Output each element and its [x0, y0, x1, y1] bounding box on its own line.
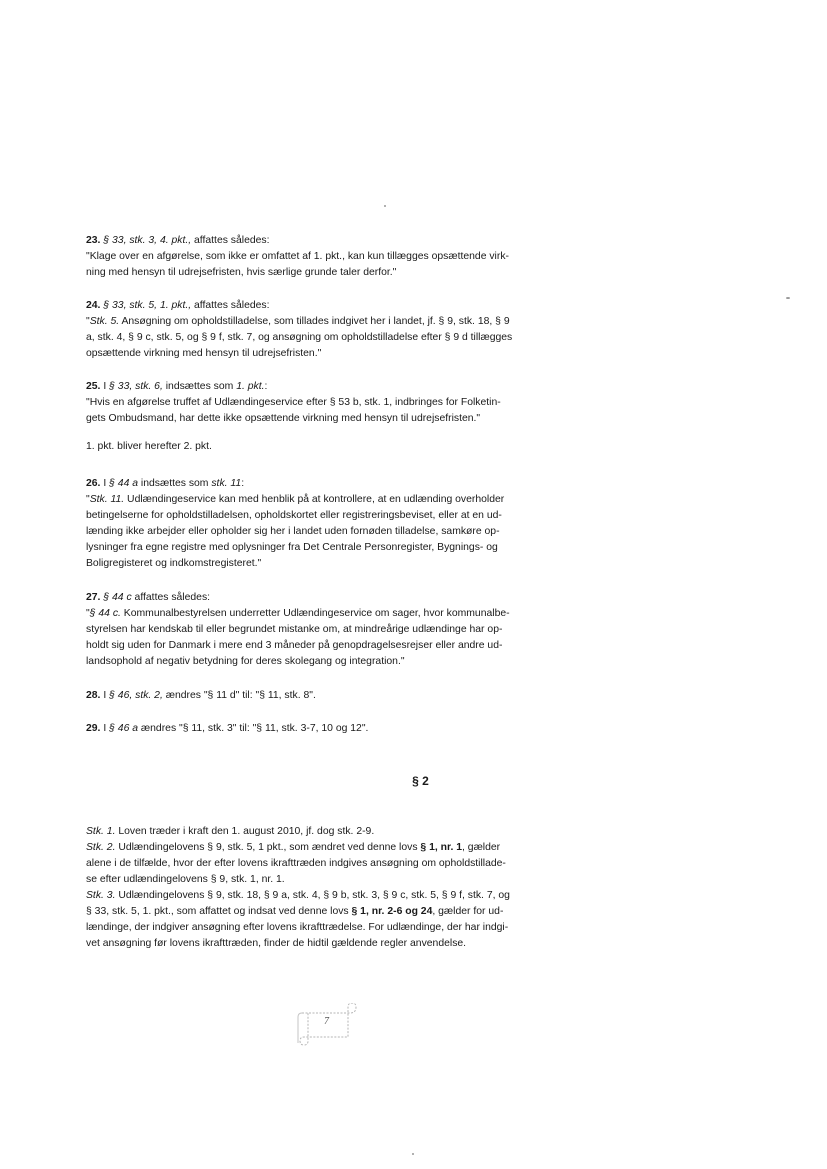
- section-2-body: [86, 824, 586, 952]
- amendment-25-note: 1. pkt. bliver herefter 2. pkt.: [86, 441, 212, 452]
- stk-2-text-line: se efter udlændingelovens § 9, stk. 1, nr. 1.: [86, 874, 285, 885]
- stk-2-text-line: alene i de tilfælde, hvor der efter lovens ikrafttræden indgives ansøgning om opholdstillade-: [86, 858, 506, 869]
- amendment-26-heading: 26. I § 44 a indsættes som stk. 11:: [86, 478, 245, 489]
- amendment-24: [86, 298, 586, 362]
- amendment-25-text-line: "Hvis en afgørelse truffet af Udlændingeservice efter § 53 b, stk. 1, indbringes for Folketin-: [86, 397, 501, 408]
- amendment-23-heading: 23. § 33, stk. 3, 4. pkt., affattes således:: [86, 235, 270, 246]
- amendment-25-heading: 25. I § 33, stk. 6, indsættes som 1. pkt.:: [86, 381, 268, 392]
- amendment-25: [86, 379, 586, 455]
- scan-speck: [384, 205, 386, 207]
- amendment-28: [86, 688, 586, 704]
- amendment-26-text-line: Boligregisteret og indkomstregisteret.": [86, 558, 262, 569]
- amendment-26-text-line: lænding ikke arbejder eller opholder sig her i landet uden fornøden tilladelse, samkøre op-: [86, 526, 500, 537]
- amendment-23-text-line: "Klage over en afgørelse, som ikke er omfattet af 1. pkt., kan kun tillægges opsættende virk-: [86, 251, 509, 262]
- stk-3-text-line: vet ansøgning før lovens ikrafttræden, finder de hidtil gældende regler anvendelse.: [86, 938, 467, 949]
- amendment-26-text-line: "Stk. 11. Udlændingeservice kan med henblik på at kontrollere, at en udlænding overholder: [86, 494, 505, 505]
- amendment-27-heading: 27. § 44 c affattes således:: [86, 592, 211, 603]
- amendment-29-text: 29. I § 46 a ændres "§ 11, stk. 3" til: "§ 11, stk. 3-7, 10 og 12".: [86, 723, 369, 734]
- scan-speck: [412, 1153, 414, 1155]
- stk-3-text-line: lændinge, der indgiver ansøgning efter lovens ikrafttrædelse. For udlændinge, der har indgi-: [86, 922, 509, 933]
- amendment-27-text-line: "§ 44 c. Kommunalbestyrelsen underretter Udlændingeservice om sager, hvor kommunalbe-: [86, 608, 510, 619]
- stk-3-text-line: § 33, stk. 5, 1. pkt., som affattet og indsat ved denne lovs § 1, nr. 2-6 og 24, gælder for ud-: [86, 906, 504, 917]
- amendment-24-text-line: a, stk. 4, § 9 c, stk. 5, og § 9 f, stk. 7, og ansøgning om opholdstilladelse efter § 9 d tillægges: [86, 332, 513, 343]
- section-2-heading: § 2: [412, 774, 429, 788]
- amendment-24-text-line: "Stk. 5. Ansøgning om opholdstilladelse, som tillades indgivet her i landet, jf. § 9, stk. 18, § 9: [86, 316, 510, 327]
- amendment-27-text-line: holdt sig uden for Danmark i mere end 3 måneder på genopdragelsesrejser eller andre ud-: [86, 640, 503, 651]
- stk-3-text: Stk. 3. Udlændingelovens § 9, stk. 18, § 9 a, stk. 4, § 9 b, stk. 3, § 9 c, stk. 5, § 9 f, stk. 7, og: [86, 890, 510, 901]
- amendment-29: [86, 721, 586, 737]
- amendment-26-text-line: lysninger fra egne registre med oplysninger fra Det Centrale Personregister, Bygnings- og: [86, 542, 498, 553]
- amendment-27: [86, 590, 586, 670]
- amendment-23: [86, 233, 586, 281]
- amendment-27-text-line: landsophold af negativ betydning for deres skolegang og integration.": [86, 656, 405, 667]
- page-number: 7: [324, 1016, 329, 1027]
- amendment-25-text-line: gets Ombudsmand, har dette ikke opsættende virkning med hensyn til udrejsefristen.": [86, 413, 481, 424]
- amendment-24-heading: 24. § 33, stk. 5, 1. pkt., affattes således:: [86, 300, 270, 311]
- amendment-27-text-line: styrelsen har kendskab til eller begrundet mistanke om, at mindreårige udlændinge har op-: [86, 624, 503, 635]
- page-number-stamp: [296, 1003, 360, 1047]
- amendment-26-text-line: betingelserne for opholdstilladelsen, opholdskortet eller registreringsbeviset, eller at en ud-: [86, 510, 502, 521]
- amendment-28-text: 28. I § 46, stk. 2, ændres "§ 11 d" til: "§ 11, stk. 8".: [86, 690, 316, 701]
- stk-1-text: Stk. 1. Loven træder i kraft den 1. august 2010, jf. dog stk. 2-9.: [86, 826, 375, 837]
- amendment-24-text-line: opsættende virkning med hensyn til udrejsefristen.": [86, 348, 322, 359]
- scan-speck: [786, 297, 790, 299]
- amendment-26: [86, 476, 586, 572]
- amendment-23-text-line: ning med hensyn til udrejsefristen, hvis særlige grunde taler derfor.": [86, 267, 397, 278]
- stk-2-text: Stk. 2. Udlændingelovens § 9, stk. 5, 1 pkt., som ændret ved denne lovs § 1, nr. 1, gælder: [86, 842, 501, 853]
